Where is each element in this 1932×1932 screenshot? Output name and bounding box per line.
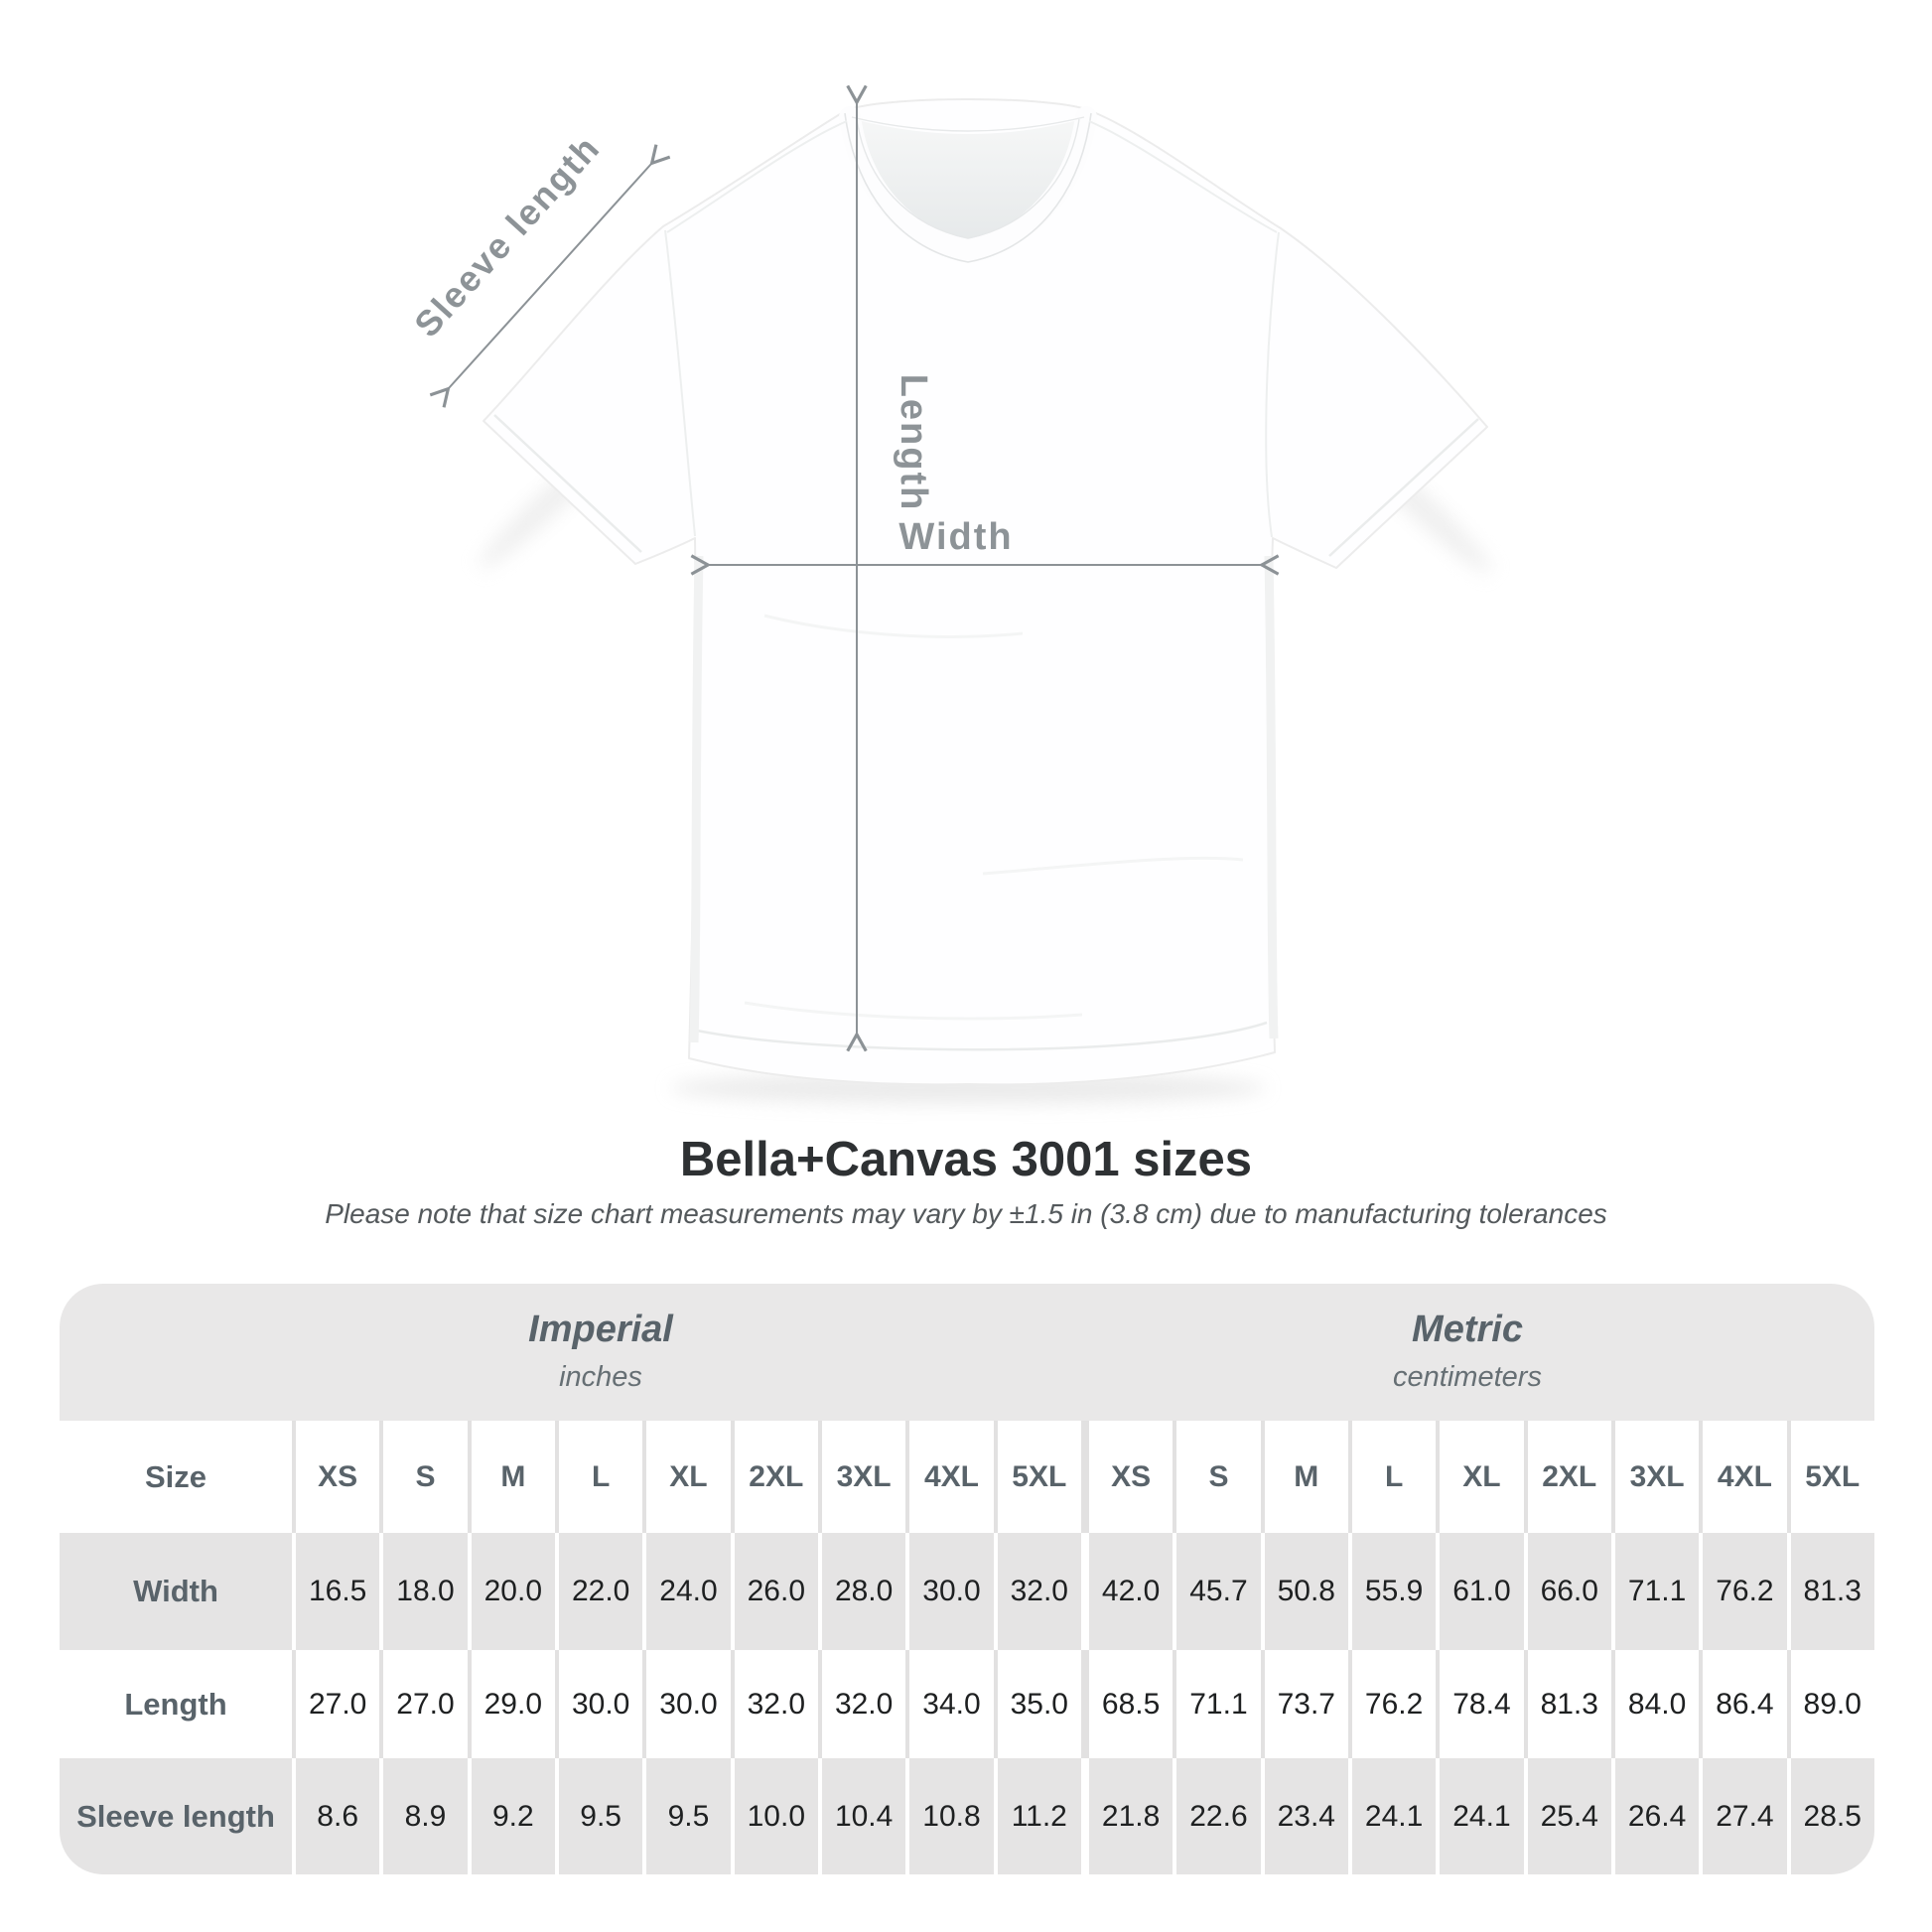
value-cell: 30.0 <box>646 1650 730 1758</box>
size-cell: 5XL <box>998 1421 1081 1533</box>
value-cell: 9.5 <box>646 1758 730 1874</box>
value-cell: 30.0 <box>559 1650 642 1758</box>
imperial-unit: inches <box>559 1361 642 1393</box>
size-cell: 3XL <box>822 1421 905 1533</box>
value-cell: 89.0 <box>1791 1650 1874 1758</box>
value-cell: 84.0 <box>1615 1650 1699 1758</box>
row-label: Sleeve length <box>60 1758 292 1874</box>
size-header-row <box>60 1421 1874 1533</box>
value-cell: 11.2 <box>998 1758 1081 1874</box>
value-cell: 9.2 <box>472 1758 555 1874</box>
size-row-label: Size <box>60 1421 292 1533</box>
size-cell: M <box>1265 1421 1348 1533</box>
value-cell: 10.4 <box>822 1758 905 1874</box>
row-label: Width <box>60 1533 292 1650</box>
size-cell: 4XL <box>909 1421 993 1533</box>
value-cell: 16.5 <box>296 1533 379 1650</box>
value-cell: 66.0 <box>1528 1533 1611 1650</box>
value-cell: 68.5 <box>1089 1650 1173 1758</box>
tshirt-graphic <box>483 99 1487 1084</box>
value-cell: 8.9 <box>383 1758 467 1874</box>
value-cell: 42.0 <box>1089 1533 1173 1650</box>
value-cell: 25.4 <box>1528 1758 1611 1874</box>
value-cell: 22.0 <box>559 1533 642 1650</box>
value-cell: 76.2 <box>1352 1650 1436 1758</box>
size-cell: XL <box>1440 1421 1523 1533</box>
size-table <box>60 1284 1874 1874</box>
value-cell: 50.8 <box>1265 1533 1348 1650</box>
value-cell: 32.0 <box>822 1650 905 1758</box>
size-cell: 2XL <box>1528 1421 1611 1533</box>
width-label: Width <box>898 516 1014 558</box>
row-label: Length <box>60 1650 292 1758</box>
value-cell: 78.4 <box>1440 1650 1523 1758</box>
value-cell: 81.3 <box>1791 1533 1874 1650</box>
value-cell: 86.4 <box>1703 1650 1786 1758</box>
unit-group-imperial <box>528 1309 673 1394</box>
value-cell: 27.0 <box>296 1650 379 1758</box>
value-cell: 29.0 <box>472 1650 555 1758</box>
sleeve-length-row <box>60 1758 1874 1874</box>
size-cell: 2XL <box>735 1421 818 1533</box>
value-cell: 26.0 <box>735 1533 818 1650</box>
value-cell: 73.7 <box>1265 1650 1348 1758</box>
value-cell: 32.0 <box>735 1650 818 1758</box>
size-cell: XL <box>646 1421 730 1533</box>
value-cell: 76.2 <box>1703 1533 1786 1650</box>
value-cell: 28.5 <box>1791 1758 1874 1874</box>
unit-header-row <box>60 1284 1874 1421</box>
size-cell: L <box>1352 1421 1436 1533</box>
value-cell: 32.0 <box>998 1533 1081 1650</box>
value-cell: 10.8 <box>909 1758 993 1874</box>
value-cell: 23.4 <box>1265 1758 1348 1874</box>
size-cell: 4XL <box>1703 1421 1786 1533</box>
value-cell: 55.9 <box>1352 1533 1436 1650</box>
value-cell: 71.1 <box>1615 1533 1699 1650</box>
length-label: Length <box>893 373 934 512</box>
value-cell: 28.0 <box>822 1533 905 1650</box>
length-row <box>60 1650 1874 1758</box>
value-cell: 9.5 <box>559 1758 642 1874</box>
page-subtitle: Please note that size chart measurements may vary by ±1.5 in (3.8 cm) due to manufacturing tolerances <box>325 1198 1607 1229</box>
value-cell: 21.8 <box>1089 1758 1173 1874</box>
size-cell: M <box>472 1421 555 1533</box>
imperial-title: Imperial <box>528 1309 673 1350</box>
value-cell: 10.0 <box>735 1758 818 1874</box>
value-cell: 30.0 <box>909 1533 993 1650</box>
value-cell: 27.4 <box>1703 1758 1786 1874</box>
unit-group-metric <box>1393 1309 1542 1394</box>
value-cell: 22.6 <box>1176 1758 1260 1874</box>
metric-unit: centimeters <box>1393 1361 1542 1393</box>
value-cell: 35.0 <box>998 1650 1081 1758</box>
metric-title: Metric <box>1412 1309 1523 1350</box>
size-cell: L <box>559 1421 642 1533</box>
sleeve-length-label: Sleeve length <box>406 127 609 345</box>
value-cell: 18.0 <box>383 1533 467 1650</box>
value-cell: 24.1 <box>1352 1758 1436 1874</box>
size-cell: 3XL <box>1615 1421 1699 1533</box>
width-row <box>60 1533 1874 1650</box>
value-cell: 24.0 <box>646 1533 730 1650</box>
value-cell: 34.0 <box>909 1650 993 1758</box>
value-cell: 26.4 <box>1615 1758 1699 1874</box>
value-cell: 61.0 <box>1440 1533 1523 1650</box>
value-cell: 81.3 <box>1528 1650 1611 1758</box>
value-cell: 71.1 <box>1176 1650 1260 1758</box>
size-cell: XS <box>296 1421 379 1533</box>
size-cell: 5XL <box>1791 1421 1874 1533</box>
value-cell: 45.7 <box>1176 1533 1260 1650</box>
size-cell: XS <box>1089 1421 1173 1533</box>
size-cell: S <box>383 1421 467 1533</box>
page-title: Bella+Canvas 3001 sizes <box>679 1133 1253 1186</box>
size-cell: S <box>1176 1421 1260 1533</box>
value-cell: 24.1 <box>1440 1758 1523 1874</box>
value-cell: 27.0 <box>383 1650 467 1758</box>
value-cell: 8.6 <box>296 1758 379 1874</box>
value-cell: 20.0 <box>472 1533 555 1650</box>
